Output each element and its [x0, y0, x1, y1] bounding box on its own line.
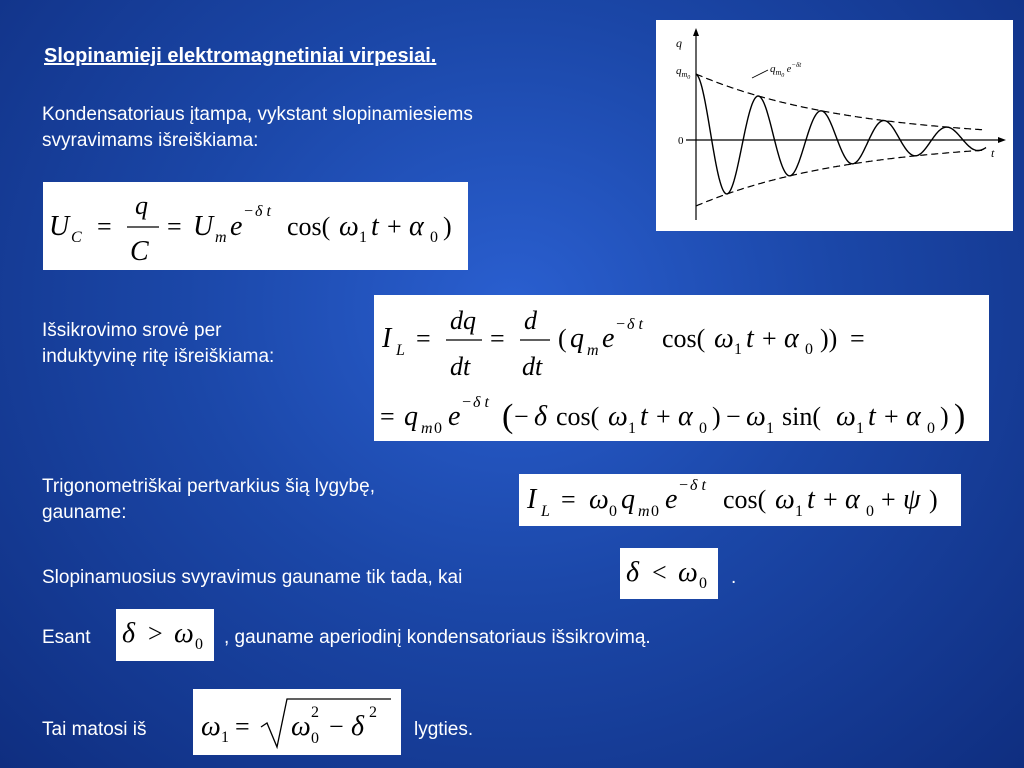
- omega1-formula-box: [193, 689, 401, 755]
- svg-text:0: 0: [866, 503, 874, 520]
- svg-text:δ t: δ t: [255, 203, 271, 220]
- svg-text:e: e: [230, 211, 243, 242]
- env-exp: −δt: [791, 61, 802, 69]
- svg-text:0: 0: [195, 636, 203, 653]
- svg-text:ω: ω: [836, 401, 856, 432]
- slide-title: Slopinamieji elektromagnetiniai virpesiai.: [44, 45, 437, 67]
- svg-text:cos(: cos(: [287, 212, 331, 241]
- svg-text:sin(: sin(: [782, 402, 821, 431]
- svg-text:0: 0: [609, 503, 617, 520]
- svg-text:α: α: [678, 401, 693, 432]
- current-line-2: induktyvinę ritę išreiškiama:: [42, 346, 275, 367]
- svg-text:m: m: [587, 342, 599, 359]
- svg-text:−: −: [244, 203, 254, 220]
- svg-text:=: =: [380, 402, 395, 431]
- svg-text:)): )): [820, 324, 838, 353]
- svg-text:t: t: [371, 211, 379, 242]
- svg-text:L: L: [396, 342, 405, 359]
- svg-text:1: 1: [734, 341, 742, 358]
- svg-text:): ): [940, 402, 949, 431]
- svg-text:m: m: [638, 503, 650, 520]
- t-axis-arrow: [998, 137, 1006, 143]
- svg-text:t: t: [746, 323, 754, 354]
- svg-text:cos(: cos(: [723, 485, 767, 514]
- svg-text:=: =: [490, 324, 505, 353]
- esant-text: Esant: [42, 627, 91, 648]
- svg-text:C: C: [71, 229, 82, 246]
- period-text: .: [731, 567, 737, 588]
- axis-q-label: q: [676, 36, 682, 50]
- damped-condition-text: Slopinamuosius svyravimus gauname tik tada, kai: [42, 567, 463, 588]
- svg-text:0: 0: [699, 575, 707, 592]
- svg-text:e: e: [665, 484, 678, 515]
- delta-less-omega-formula: [620, 548, 718, 599]
- svg-text:L: L: [541, 503, 550, 520]
- svg-text:0: 0: [434, 420, 442, 437]
- axis-t-label: t: [991, 146, 995, 160]
- qm0-m: m: [681, 70, 688, 79]
- transformed-formula: [519, 474, 961, 526]
- svg-text:0: 0: [430, 229, 438, 246]
- svg-text:α: α: [906, 401, 921, 432]
- svg-text:2: 2: [369, 704, 377, 721]
- envelope-label: $q_m0$ $e^{-\delta t}$: [770, 61, 802, 79]
- svg-text:q: q: [404, 401, 418, 432]
- trig-line-1: Trigonometriškai pertvarkius šią lygybę,: [42, 476, 375, 497]
- svg-text:U: U: [49, 211, 70, 242]
- svg-text:1: 1: [766, 420, 774, 437]
- svg-text:δ t: δ t: [473, 394, 489, 411]
- svg-text:I: I: [382, 323, 392, 354]
- svg-text:(: (: [558, 324, 567, 353]
- delta-less-omega-box: [620, 548, 718, 599]
- qm0-0: 0: [687, 75, 691, 81]
- trig-line-2: gauname:: [42, 502, 127, 523]
- svg-text:+: +: [823, 485, 838, 514]
- svg-text:1: 1: [856, 420, 864, 437]
- transformed-formula-box: [519, 474, 961, 526]
- zero-label: 0: [678, 135, 684, 147]
- svg-text:t: t: [868, 401, 876, 432]
- svg-text:U: U: [193, 211, 214, 242]
- svg-text:−: −: [514, 402, 529, 431]
- svg-text:t: t: [807, 484, 815, 515]
- svg-text:0: 0: [311, 730, 319, 747]
- svg-text:=: =: [561, 485, 576, 514]
- svg-text:+: +: [881, 485, 896, 514]
- svg-text:+: +: [884, 402, 899, 431]
- delta-greater-omega-formula: [116, 609, 214, 661]
- svg-text:−: −: [679, 477, 689, 494]
- omega1-formula: [193, 689, 401, 755]
- svg-text:m: m: [421, 420, 433, 437]
- svg-text:α: α: [784, 323, 799, 354]
- current-line-1: Išsikrovimo srovė per: [42, 320, 222, 341]
- svg-text:+: +: [387, 212, 402, 241]
- svg-text:): ): [929, 485, 938, 514]
- svg-text:δ: δ: [351, 711, 365, 742]
- svg-text:δ: δ: [626, 557, 640, 588]
- svg-text:=: =: [850, 324, 865, 353]
- aperiodic-text: , gauname aperiodinį kondensatoriaus išsikrovimą.: [224, 627, 651, 648]
- svg-text:2: 2: [311, 704, 319, 721]
- svg-text:ω: ω: [201, 711, 221, 742]
- svg-text:): ): [954, 398, 966, 435]
- svg-text:δ t: δ t: [690, 477, 706, 494]
- svg-text:<: <: [652, 558, 667, 587]
- svg-text:ω: ω: [291, 711, 311, 742]
- svg-text:1: 1: [795, 503, 803, 520]
- svg-text:cos(: cos(: [556, 402, 600, 431]
- svg-text:α: α: [845, 484, 860, 515]
- intro-text: [42, 102, 473, 154]
- svg-text:ω: ω: [746, 401, 766, 432]
- svg-text:1: 1: [628, 420, 636, 437]
- damped-oscillation-graph: [656, 20, 1013, 231]
- trig-text: [42, 474, 375, 526]
- delta-greater-omega-box: [116, 609, 214, 661]
- svg-text:dt: dt: [522, 352, 543, 381]
- svg-text:dt: dt: [450, 352, 471, 381]
- svg-text:cos(: cos(: [662, 324, 706, 353]
- svg-text:−: −: [616, 316, 626, 333]
- svg-text:−: −: [726, 402, 741, 431]
- tai-matosi-text: Tai matosi iš: [42, 719, 147, 740]
- svg-text:ω: ω: [775, 484, 795, 515]
- envelope-pointer: [752, 70, 768, 78]
- intro-line-1: Kondensatoriaus įtampa, vykstant slopinamiesiems: [42, 104, 473, 125]
- svg-text:+: +: [762, 324, 777, 353]
- svg-text:m: m: [215, 229, 227, 246]
- svg-text:ω: ω: [714, 323, 734, 354]
- qm0-q: q: [676, 65, 682, 77]
- intro-line-2: svyravimams išreiškiama:: [42, 130, 259, 151]
- current-formula: [374, 295, 989, 441]
- svg-text:ω: ω: [589, 484, 609, 515]
- svg-text:dq: dq: [450, 306, 476, 335]
- svg-text:): ): [443, 212, 452, 241]
- svg-text:ω: ω: [339, 211, 359, 242]
- svg-text:=: =: [167, 212, 182, 241]
- voltage-formula: [43, 182, 468, 270]
- svg-text:=: =: [235, 712, 250, 741]
- svg-text:e: e: [602, 323, 615, 354]
- svg-text:1: 1: [359, 229, 367, 246]
- svg-text:C: C: [130, 236, 149, 267]
- svg-text:d: d: [524, 306, 537, 335]
- svg-text:0: 0: [927, 420, 935, 437]
- svg-text:q: q: [570, 323, 584, 354]
- graph-svg: [656, 20, 1013, 231]
- svg-text:I: I: [527, 484, 537, 515]
- upper-envelope-curve: [696, 74, 986, 130]
- svg-text:ω: ω: [678, 557, 698, 588]
- current-formula-box: [374, 295, 989, 441]
- current-text: [42, 318, 274, 370]
- voltage-formula-box: [43, 182, 468, 270]
- svg-text:0: 0: [651, 503, 659, 520]
- svg-text:(: (: [502, 398, 514, 435]
- svg-text:q: q: [135, 191, 148, 220]
- svg-text:1: 1: [221, 729, 229, 746]
- damped-oscillation-curve: [696, 74, 986, 194]
- svg-text:=: =: [97, 212, 112, 241]
- svg-text:ω: ω: [174, 618, 194, 649]
- svg-text:e: e: [448, 401, 461, 432]
- svg-text:δ t: δ t: [627, 316, 643, 333]
- svg-text:): ): [712, 402, 721, 431]
- svg-text:=: =: [416, 324, 431, 353]
- env-q: q: [770, 63, 776, 75]
- svg-text:0: 0: [699, 420, 707, 437]
- svg-text:+: +: [656, 402, 671, 431]
- svg-text:t: t: [640, 401, 648, 432]
- svg-text:q: q: [621, 484, 635, 515]
- svg-text:>: >: [148, 619, 163, 648]
- qm0-label: [676, 65, 690, 81]
- svg-text:ω: ω: [608, 401, 628, 432]
- svg-text:δ: δ: [534, 401, 548, 432]
- svg-text:0: 0: [805, 341, 813, 358]
- svg-text:−: −: [329, 712, 344, 741]
- svg-text:−: −: [462, 394, 472, 411]
- svg-text:α: α: [409, 211, 424, 242]
- svg-text:ψ: ψ: [903, 484, 921, 515]
- q-axis-arrow: [693, 28, 699, 36]
- svg-text:δ: δ: [122, 618, 136, 649]
- lygties-text: lygties.: [414, 719, 474, 740]
